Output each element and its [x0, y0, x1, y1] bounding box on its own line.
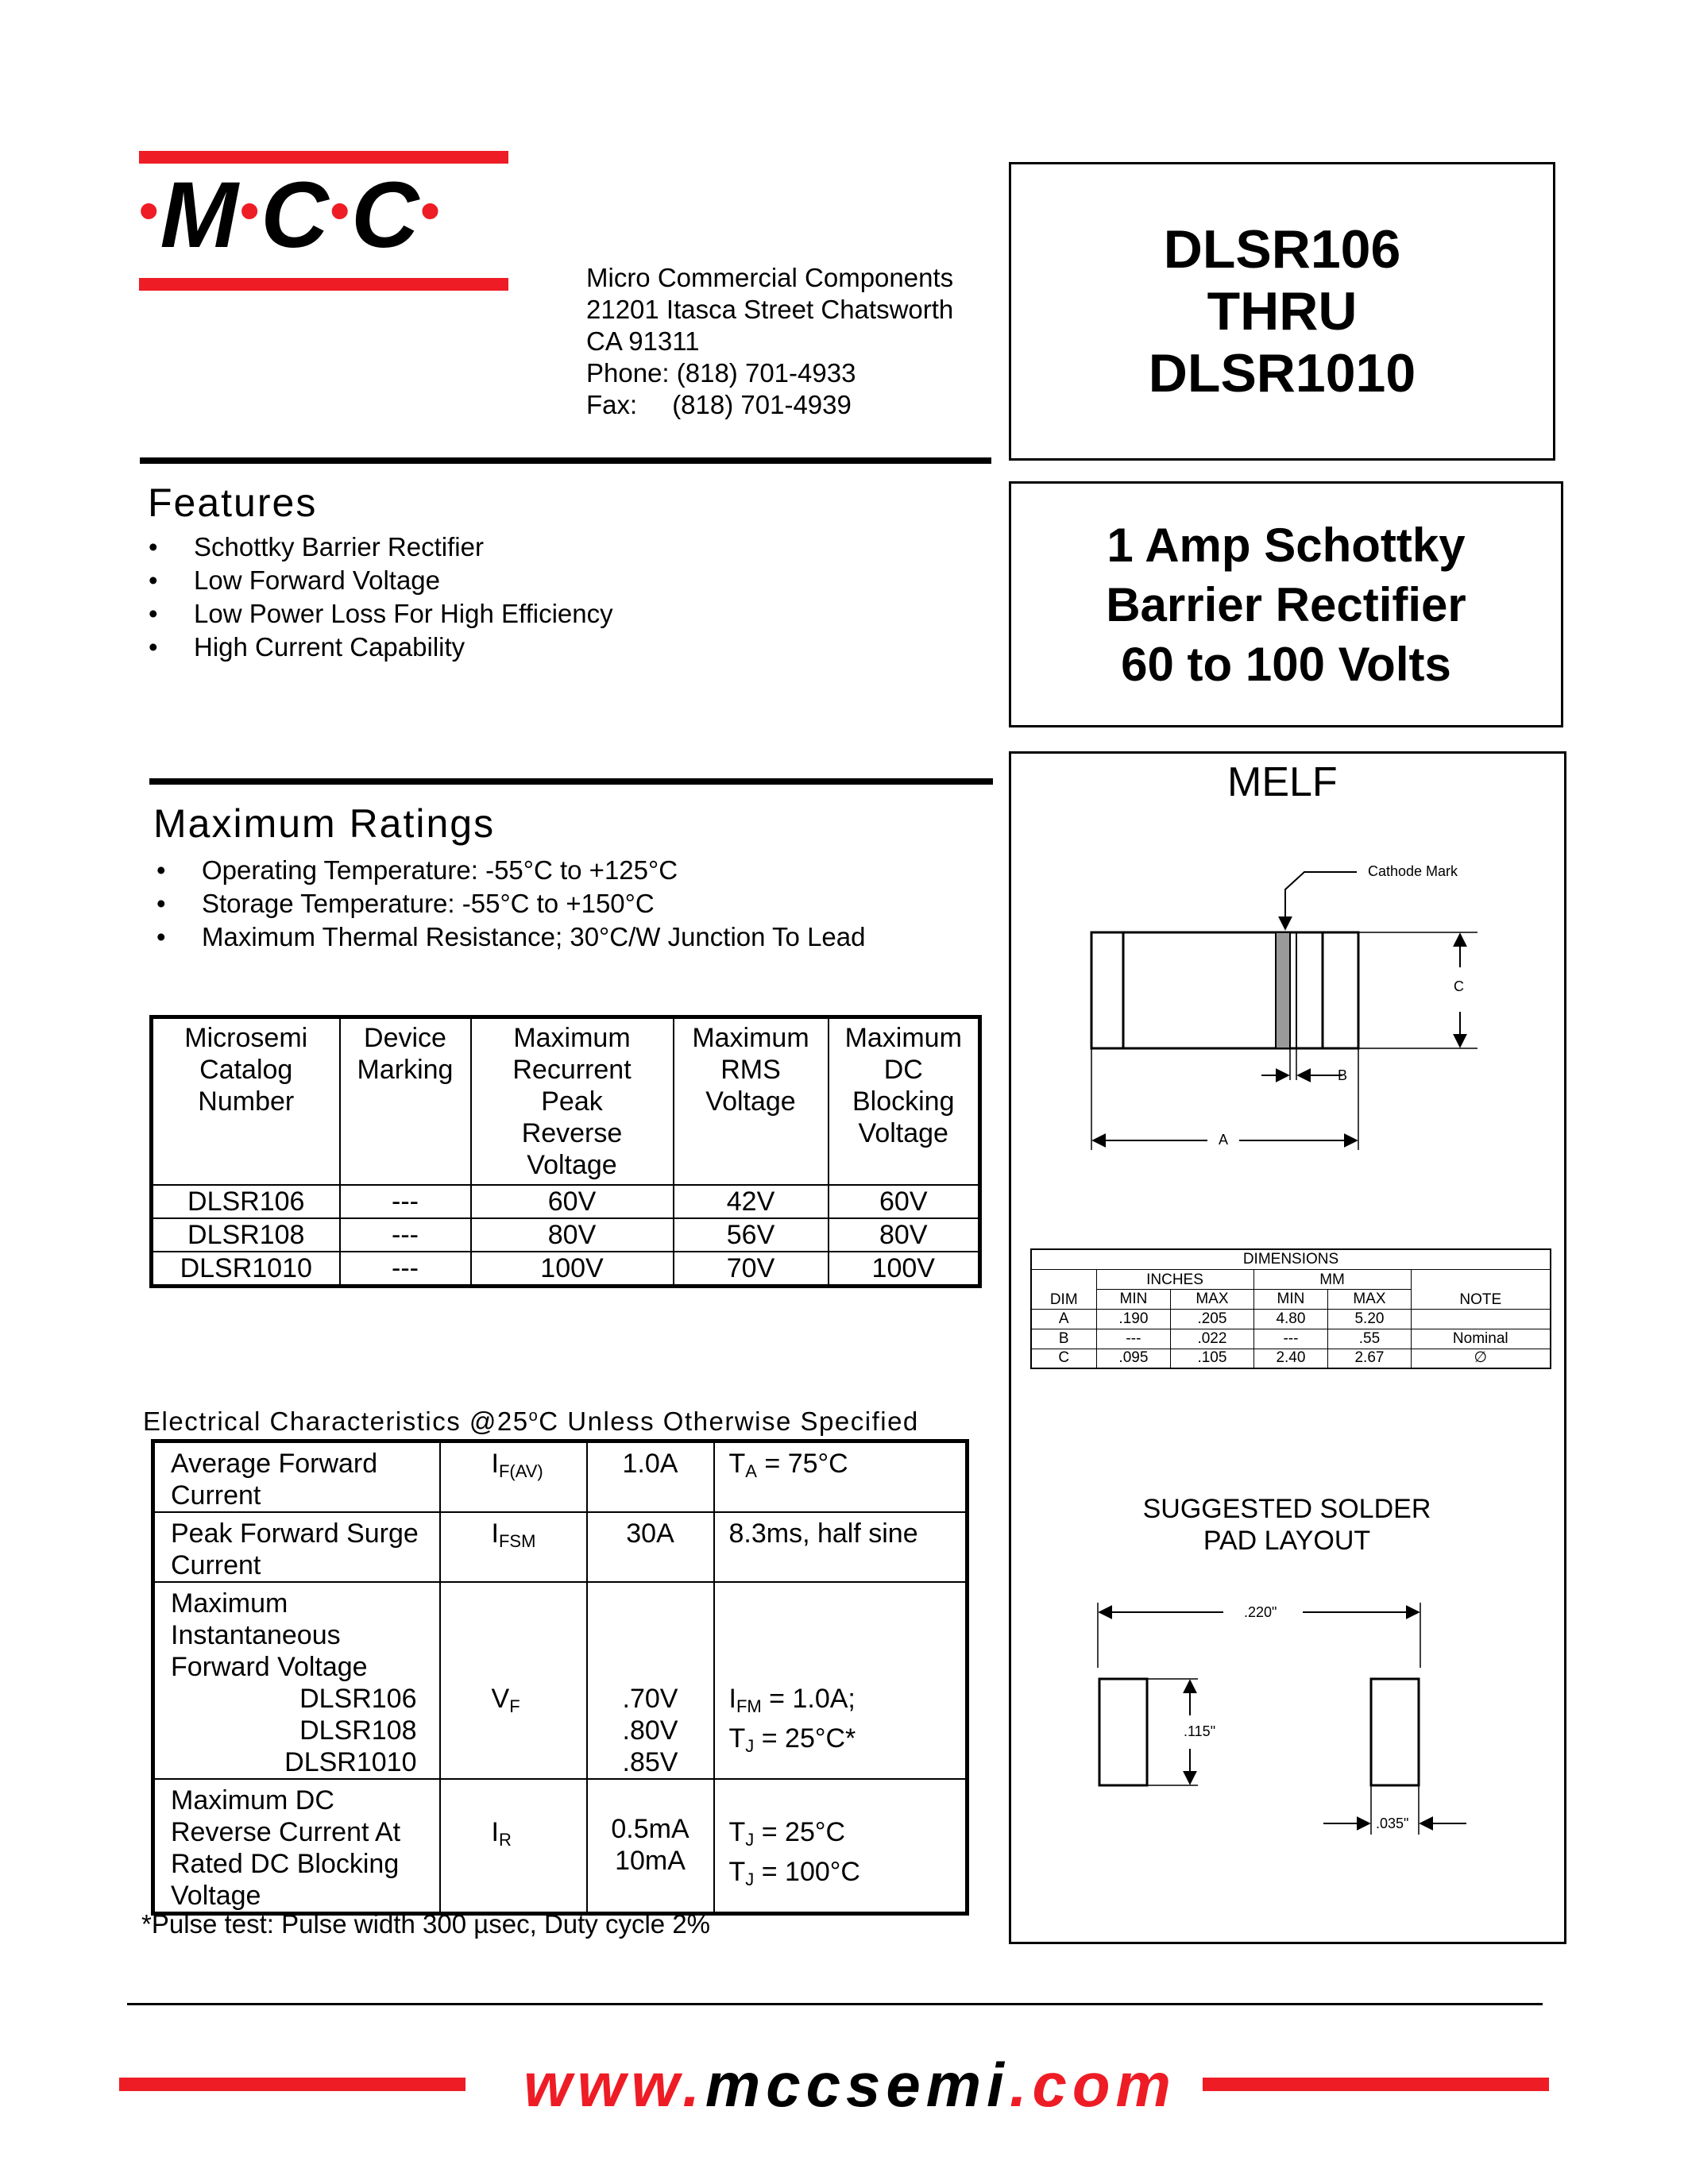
mcc-logo: •M•C•C•	[139, 163, 442, 268]
electrical-table	[151, 1439, 969, 1916]
electrical-heading: Electrical Characteristics @25$^o$C Unless Otherwise Specified	[143, 1406, 919, 1436]
description-line: Barrier Rectifier	[1106, 577, 1466, 631]
table-cell: B	[1031, 1329, 1096, 1349]
list-item: • Operating Temperature: -55°C to +125°C	[153, 854, 866, 887]
table-cell: .105	[1171, 1349, 1253, 1368]
table-cell: $T_J = 25^\circ C$ $T_J = 100^\circ C$	[714, 1779, 968, 1914]
divider	[149, 778, 993, 785]
company-phone: Phone: (818) 701-4933	[586, 358, 856, 388]
table-cell: Maximum DC Reverse Current At Rated DC Blocking Voltage	[153, 1779, 440, 1914]
table-cell: 2.40	[1253, 1349, 1328, 1368]
table-cell: 8.3ms, half sine	[714, 1512, 968, 1582]
table-cell: MM	[1253, 1269, 1411, 1289]
table-cell: DLSR106	[152, 1185, 340, 1218]
table-cell: $I_{FSM}$	[440, 1512, 587, 1582]
table-cell: 80V	[471, 1218, 674, 1252]
list-item: • Schottky Barrier Rectifier	[145, 531, 613, 564]
table-cell: 1.0A	[587, 1441, 714, 1513]
website-link[interactable]: www.mccsemi.com	[523, 2050, 1176, 2120]
footer-divider	[127, 2003, 1543, 2005]
table-cell: .70V .80V .85V	[587, 1582, 714, 1779]
col-header: Maximum DC Blocking Voltage	[829, 1017, 980, 1186]
table-cell: DLSR108	[152, 1218, 340, 1252]
divider	[140, 457, 991, 464]
list-item: • Storage Temperature: -55°C to +150°C	[153, 887, 866, 920]
solder-pad-drawing	[1009, 1588, 1566, 1858]
table-cell: 80V	[829, 1218, 980, 1252]
cathode-mark-label: Cathode Mark	[1368, 863, 1458, 879]
table-row	[153, 1441, 968, 1513]
ratings-table	[149, 1015, 982, 1288]
table-cell: Maximum Instantaneous Forward Voltage DLSR106 DLSR108 DLSR1010	[153, 1582, 440, 1779]
logo-top-bar	[139, 151, 508, 164]
table-cell: DLSR1010	[152, 1252, 340, 1287]
table-cell: 100V	[829, 1252, 980, 1287]
col-header: Device Marking	[340, 1017, 471, 1186]
table-cell: 100V	[471, 1252, 674, 1287]
table-header-row	[152, 1017, 980, 1186]
col-header: Maximum RMS Voltage	[674, 1017, 829, 1186]
company-name: Micro Commercial Components	[586, 263, 954, 292]
melf-outline-drawing	[1009, 842, 1566, 1160]
table-cell	[1411, 1309, 1551, 1329]
footer-red-bar-right	[1203, 2078, 1549, 2091]
company-city: CA 91311	[586, 326, 700, 356]
solder-height-label: .115"	[1184, 1723, 1216, 1739]
table-cell: $V_F$	[440, 1582, 587, 1779]
features-heading: Features	[148, 480, 318, 525]
solder-pad-width-label: .035"	[1376, 1815, 1409, 1831]
table-row	[1031, 1269, 1551, 1289]
table-cell: ∅	[1411, 1349, 1551, 1368]
table-cell: 42V	[674, 1185, 829, 1218]
description-line: 1 Amp Schottky	[1107, 518, 1466, 572]
company-address	[586, 262, 953, 421]
dim-a-label: A	[1219, 1132, 1229, 1148]
table-cell: 60V	[471, 1185, 674, 1218]
col-header: Maximum Recurrent Peak Reverse Voltage	[471, 1017, 674, 1186]
part-thru: THRU	[1207, 281, 1358, 341]
company-street: 21201 Itasca Street Chatsworth	[586, 295, 954, 324]
table-cell: 2.67	[1328, 1349, 1411, 1368]
part-number-box	[1009, 162, 1555, 461]
footnote: *Pulse test: Pulse width 300 µsec, Duty cycle 2%	[141, 1909, 711, 1939]
table-row	[1031, 1329, 1551, 1349]
table-row	[152, 1185, 980, 1218]
dimensions-table	[1030, 1248, 1551, 1369]
table-cell: .190	[1096, 1309, 1171, 1329]
table-cell: ---	[340, 1185, 471, 1218]
list-item: • High Current Capability	[145, 631, 613, 664]
dim-b-label: B	[1338, 1067, 1348, 1083]
table-row	[1031, 1309, 1551, 1329]
package-title: MELF	[1227, 759, 1338, 805]
max-ratings-heading: Maximum Ratings	[153, 801, 496, 846]
solder-width-label: .220"	[1244, 1604, 1277, 1620]
table-row	[1031, 1349, 1551, 1368]
description-line: 60 to 100 Volts	[1121, 637, 1451, 691]
table-cell: ---	[1096, 1329, 1171, 1349]
table-cell: .55	[1328, 1329, 1411, 1349]
table-cell: MIN	[1096, 1289, 1171, 1309]
table-row	[1031, 1249, 1551, 1269]
table-cell: $I_{F(AV)}$	[440, 1441, 587, 1513]
table-cell: 5.20	[1328, 1309, 1411, 1329]
table-cell: .205	[1171, 1309, 1253, 1329]
table-cell: .022	[1171, 1329, 1253, 1349]
table-cell: ---	[340, 1218, 471, 1252]
table-cell: MIN	[1253, 1289, 1328, 1309]
table-cell: 56V	[674, 1218, 829, 1252]
table-row	[153, 1512, 968, 1582]
list-item: • Low Power Loss For High Efficiency	[145, 597, 613, 631]
features-list	[145, 531, 613, 664]
table-row	[152, 1218, 980, 1252]
table-cell: $I_R$	[440, 1779, 587, 1914]
table-cell: 4.80	[1253, 1309, 1328, 1329]
table-row	[152, 1252, 980, 1287]
footer-red-bar-left	[119, 2078, 465, 2091]
table-cell: INCHES	[1096, 1269, 1253, 1289]
table-cell: C	[1031, 1349, 1096, 1368]
list-item: • Maximum Thermal Resistance; 30°C/W Junction To Lead	[153, 920, 866, 954]
dim-c-label: C	[1454, 978, 1464, 994]
table-cell: ---	[1253, 1329, 1328, 1349]
max-ratings-list	[153, 854, 866, 954]
table-cell: $T_A = 75^\circ C$	[714, 1441, 968, 1513]
description-box	[1009, 481, 1563, 727]
logo-bottom-bar	[139, 278, 508, 291]
table-cell: .095	[1096, 1349, 1171, 1368]
table-cell: Nominal	[1411, 1329, 1551, 1349]
part-first: DLSR106	[1163, 219, 1401, 280]
table-cell: 0.5mA 10mA	[587, 1779, 714, 1914]
table-cell: 60V	[829, 1185, 980, 1218]
table-cell: MAX	[1328, 1289, 1411, 1309]
table-cell: A	[1031, 1309, 1096, 1329]
table-cell: MAX	[1171, 1289, 1253, 1309]
table-title: DIMENSIONS	[1031, 1249, 1551, 1269]
table-cell: 70V	[674, 1252, 829, 1287]
company-fax: Fax: (818) 701-4939	[586, 390, 852, 419]
part-last: DLSR1010	[1148, 343, 1416, 403]
table-cell: DIM	[1031, 1269, 1096, 1309]
table-row	[153, 1779, 968, 1914]
list-item: • Low Forward Voltage	[145, 564, 613, 597]
table-cell: NOTE	[1411, 1269, 1551, 1309]
table-cell: $I_{FM} = 1.0A$; $T_J = 25^\circ C*$	[714, 1582, 968, 1779]
solder-pad-title: SUGGESTED SOLDER PAD LAYOUT	[1142, 1494, 1431, 1556]
table-cell: Average Forward Current	[153, 1441, 440, 1513]
table-row	[153, 1582, 968, 1779]
col-header: Microsemi Catalog Number	[152, 1017, 340, 1186]
table-cell: ---	[340, 1252, 471, 1287]
table-cell: 30A	[587, 1512, 714, 1582]
table-cell: Peak Forward Surge Current	[153, 1512, 440, 1582]
